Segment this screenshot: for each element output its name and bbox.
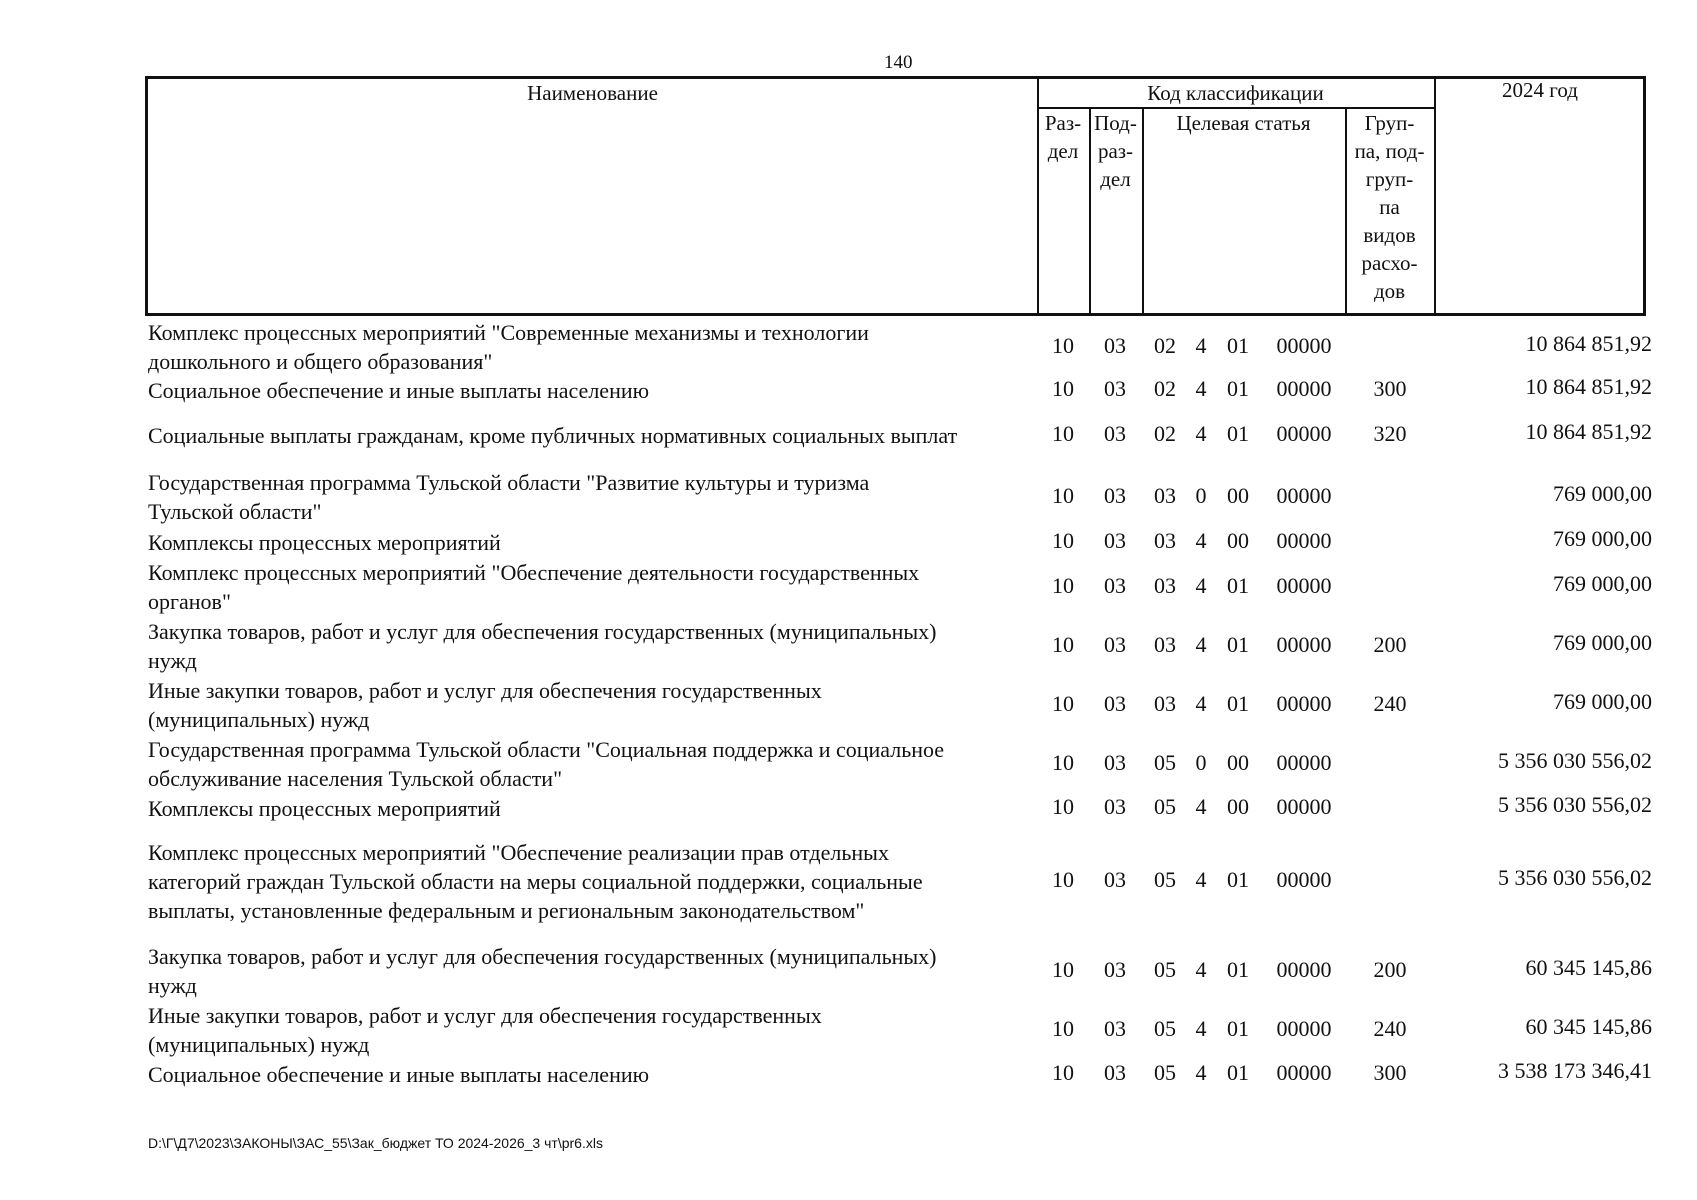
row-razdel: 10 bbox=[1052, 750, 1074, 775]
row-amount: 769 000,00 bbox=[1553, 526, 1652, 551]
row-cs4: 00000 bbox=[1276, 1060, 1332, 1085]
row-cs2: 4 bbox=[1195, 867, 1207, 892]
row-cs3: 00 bbox=[1227, 750, 1249, 775]
row-cs3: 01 bbox=[1227, 376, 1249, 401]
row-razdel: 10 bbox=[1052, 1016, 1074, 1041]
row-cs4: 00000 bbox=[1276, 691, 1332, 716]
row-cs2: 0 bbox=[1195, 750, 1207, 775]
row-cs3: 00 bbox=[1227, 483, 1249, 508]
header-divider bbox=[1142, 109, 1144, 313]
row-cs2: 4 bbox=[1195, 376, 1207, 401]
row-podrazdel: 03 bbox=[1104, 632, 1126, 657]
row-vr: 200 bbox=[1373, 632, 1407, 657]
header-code: Код классификации bbox=[1147, 81, 1324, 105]
row-cs4: 00000 bbox=[1276, 483, 1332, 508]
row-cs3: 00 bbox=[1227, 794, 1249, 819]
row-name: Социальные выплаты гражданам, кроме публичных нормативных социальных выплат bbox=[148, 423, 958, 448]
row-podrazdel: 03 bbox=[1104, 794, 1126, 819]
row-name: Государственная программа Тульской области "Развитие культуры и туризма Тульской области" bbox=[148, 470, 870, 524]
row-vr: 240 bbox=[1373, 1016, 1407, 1041]
row-amount: 60 345 145,86 bbox=[1525, 955, 1652, 980]
row-vr: 300 bbox=[1373, 376, 1407, 401]
row-cs3: 01 bbox=[1227, 421, 1249, 446]
row-cs3: 00 bbox=[1227, 528, 1249, 553]
row-cs1: 02 bbox=[1154, 333, 1176, 358]
row-cs2: 4 bbox=[1195, 1016, 1207, 1041]
row-cs1: 03 bbox=[1154, 528, 1176, 553]
row-cs3: 01 bbox=[1227, 691, 1249, 716]
row-cs2: 4 bbox=[1195, 957, 1207, 982]
row-cs4: 00000 bbox=[1276, 573, 1332, 598]
row-podrazdel: 03 bbox=[1104, 867, 1126, 892]
row-podrazdel: 03 bbox=[1104, 1016, 1126, 1041]
row-razdel: 10 bbox=[1052, 376, 1074, 401]
page-number: 140 bbox=[884, 52, 913, 73]
row-amount: 10 864 851,92 bbox=[1525, 331, 1652, 356]
row-cs1: 03 bbox=[1154, 691, 1176, 716]
row-cs2: 4 bbox=[1195, 632, 1207, 657]
row-amount: 10 864 851,92 bbox=[1525, 374, 1652, 399]
row-cs4: 00000 bbox=[1276, 421, 1332, 446]
row-cs1: 05 bbox=[1154, 1016, 1176, 1041]
row-cs4: 00000 bbox=[1276, 750, 1332, 775]
table-header bbox=[145, 76, 1646, 316]
row-name: Комплекс процессных мероприятий "Обеспечение реализации прав отдельных категорий граждан Тульской области на меры социальной поддержки, социальные выплаты, установленные федеральным и региональным законодательством" bbox=[148, 840, 923, 923]
row-vr: 300 bbox=[1373, 1060, 1407, 1085]
row-cs1: 02 bbox=[1154, 376, 1176, 401]
header-razdel: Раз- дел bbox=[1044, 111, 1082, 163]
header-gruppa: Груп- па, под- груп- па видов расхо- дов bbox=[1354, 111, 1425, 303]
row-cs3: 01 bbox=[1227, 1060, 1249, 1085]
file-path-footer: D:\Г\Д7\2023\ЗАКОНЫ\ЗАС_55\Зак_бюджет ТО 2024-2026_3 чт\pr6.xls bbox=[148, 1135, 603, 1151]
row-podrazdel: 03 bbox=[1104, 957, 1126, 982]
row-amount: 769 000,00 bbox=[1553, 689, 1652, 714]
row-vr: 200 bbox=[1373, 957, 1407, 982]
row-podrazdel: 03 bbox=[1104, 376, 1126, 401]
row-cs1: 03 bbox=[1154, 483, 1176, 508]
row-razdel: 10 bbox=[1052, 333, 1074, 358]
row-amount: 5 356 030 556,02 bbox=[1498, 792, 1652, 817]
row-razdel: 10 bbox=[1052, 421, 1074, 446]
row-amount: 769 000,00 bbox=[1553, 571, 1652, 596]
row-razdel: 10 bbox=[1052, 867, 1074, 892]
header-divider bbox=[1434, 79, 1436, 313]
row-amount: 3 538 173 346,41 bbox=[1498, 1058, 1652, 1083]
row-razdel: 10 bbox=[1052, 1060, 1074, 1085]
row-cs1: 05 bbox=[1154, 750, 1176, 775]
row-podrazdel: 03 bbox=[1104, 1060, 1126, 1085]
header-podrazdel: Под- раз- дел bbox=[1094, 111, 1137, 191]
row-cs4: 00000 bbox=[1276, 867, 1332, 892]
row-razdel: 10 bbox=[1052, 957, 1074, 982]
row-name: Комплекс процессных мероприятий "Обеспечение деятельности государственных органов" bbox=[148, 560, 920, 614]
row-cs1: 03 bbox=[1154, 573, 1176, 598]
row-name: Комплексы процессных мероприятий bbox=[148, 530, 501, 555]
row-cs3: 01 bbox=[1227, 573, 1249, 598]
row-cs2: 4 bbox=[1195, 333, 1207, 358]
row-vr: 320 bbox=[1373, 421, 1407, 446]
row-cs4: 00000 bbox=[1276, 957, 1332, 982]
row-cs2: 4 bbox=[1195, 1060, 1207, 1085]
row-amount: 10 864 851,92 bbox=[1525, 419, 1652, 444]
row-amount: 60 345 145,86 bbox=[1525, 1014, 1652, 1039]
row-podrazdel: 03 bbox=[1104, 573, 1126, 598]
row-cs3: 01 bbox=[1227, 957, 1249, 982]
row-name: Государственная программа Тульской области "Социальная поддержка и социальное обслуживание населения Тульской области" bbox=[148, 737, 945, 791]
row-razdel: 10 bbox=[1052, 794, 1074, 819]
row-cs2: 0 bbox=[1195, 483, 1207, 508]
row-name: Социальное обеспечение и иные выплаты населению bbox=[148, 1062, 650, 1087]
row-name: Комплекс процессных мероприятий "Современные механизмы и технологии дошкольного и общего образования" bbox=[148, 320, 869, 374]
row-cs3: 01 bbox=[1227, 1016, 1249, 1041]
row-amount: 769 000,00 bbox=[1553, 630, 1652, 655]
row-cs1: 05 bbox=[1154, 1060, 1176, 1085]
row-name: Комплексы процессных мероприятий bbox=[148, 796, 501, 821]
row-cs1: 05 bbox=[1154, 794, 1176, 819]
row-podrazdel: 03 bbox=[1104, 528, 1126, 553]
row-razdel: 10 bbox=[1052, 528, 1074, 553]
row-vr: 240 bbox=[1373, 691, 1407, 716]
row-razdel: 10 bbox=[1052, 483, 1074, 508]
row-razdel: 10 bbox=[1052, 573, 1074, 598]
row-cs1: 03 bbox=[1154, 632, 1176, 657]
row-podrazdel: 03 bbox=[1104, 421, 1126, 446]
row-name: Закупка товаров, работ и услуг для обеспечения государственных (муниципальных) нужд bbox=[148, 619, 937, 673]
row-amount: 769 000,00 bbox=[1553, 481, 1652, 506]
row-name: Закупка товаров, работ и услуг для обеспечения государственных (муниципальных) нужд bbox=[148, 944, 937, 998]
row-podrazdel: 03 bbox=[1104, 333, 1126, 358]
row-cs3: 01 bbox=[1227, 867, 1249, 892]
header-name: Наименование bbox=[527, 81, 658, 105]
row-cs3: 01 bbox=[1227, 333, 1249, 358]
row-cs2: 4 bbox=[1195, 421, 1207, 446]
row-name: Иные закупки товаров, работ и услуг для обеспечения государственных (муниципальных) нужд bbox=[148, 1003, 822, 1057]
row-cs2: 4 bbox=[1195, 794, 1207, 819]
row-cs4: 00000 bbox=[1276, 376, 1332, 401]
row-cs2: 4 bbox=[1195, 528, 1207, 553]
row-podrazdel: 03 bbox=[1104, 691, 1126, 716]
row-cs4: 00000 bbox=[1276, 632, 1332, 657]
row-cs4: 00000 bbox=[1276, 333, 1332, 358]
row-amount: 5 356 030 556,02 bbox=[1498, 865, 1652, 890]
row-razdel: 10 bbox=[1052, 632, 1074, 657]
row-cs1: 05 bbox=[1154, 957, 1176, 982]
row-cs4: 00000 bbox=[1276, 794, 1332, 819]
row-cs4: 00000 bbox=[1276, 1016, 1332, 1041]
row-cs4: 00000 bbox=[1276, 528, 1332, 553]
row-cs1: 05 bbox=[1154, 867, 1176, 892]
row-name: Иные закупки товаров, работ и услуг для обеспечения государственных (муниципальных) нужд bbox=[148, 678, 822, 732]
header-year: 2024 год bbox=[1502, 78, 1578, 102]
row-cs2: 4 bbox=[1195, 691, 1207, 716]
row-cs3: 01 bbox=[1227, 632, 1249, 657]
row-cs2: 4 bbox=[1195, 573, 1207, 598]
row-amount: 5 356 030 556,02 bbox=[1498, 748, 1652, 773]
row-razdel: 10 bbox=[1052, 691, 1074, 716]
row-cs1: 02 bbox=[1154, 421, 1176, 446]
row-name: Социальное обеспечение и иные выплаты населению bbox=[148, 378, 650, 403]
row-podrazdel: 03 bbox=[1104, 483, 1126, 508]
header-celevaya: Целевая статья bbox=[1176, 111, 1311, 135]
row-podrazdel: 03 bbox=[1104, 750, 1126, 775]
